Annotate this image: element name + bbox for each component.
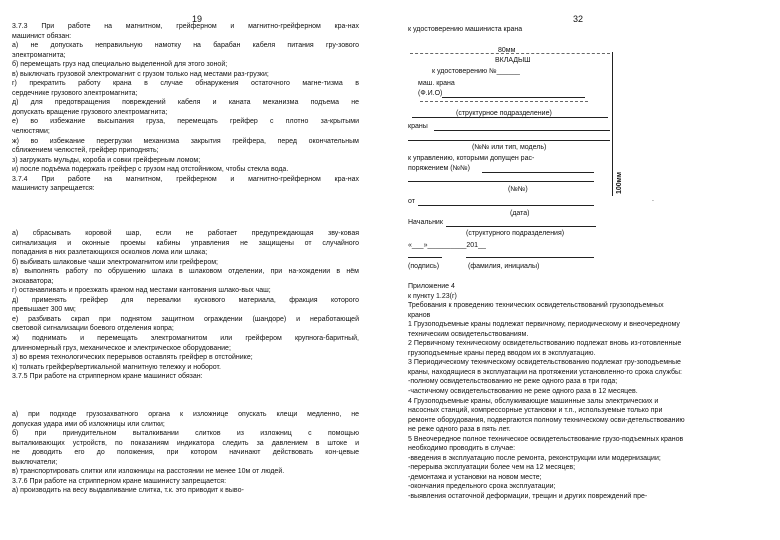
- text-line: г) останавливать и проезжать краном над местами кантования шлако-вых чаш;: [12, 287, 271, 295]
- text-line: к) толкать грейфер/вертикальной магнитную тележку и ноборот.: [12, 363, 221, 371]
- text-line: кранов: [408, 311, 431, 319]
- text-line: сигнализация и оконные проемы кабины управления не защищены от случайного: [12, 239, 359, 247]
- page-number-right: 32: [573, 14, 584, 24]
- insert-title: ВКЛАДЫШ: [495, 57, 531, 64]
- text-line: сближением челюстей, грейфер приподнять;: [12, 147, 159, 155]
- text-line: з) загружать мульды, короба и совки грейферным ломом;: [12, 156, 201, 164]
- text-line: необходимо проводить в случае:: [408, 445, 516, 453]
- crane-rule: [434, 130, 610, 131]
- text-line: ремонте оборудования, подвергаются полному техническому осви-детельствованию: [408, 416, 685, 424]
- text-line: 1 Грузоподъемные краны подлежат первичному, периодическому и внеочередному: [408, 321, 680, 329]
- crane-operator: маш. крана: [418, 80, 455, 87]
- text-line: грузоподъемные краны перед вводом их в эксплуатацию.: [408, 349, 596, 357]
- text-line: -окончания предельного срока эксплуатации;: [408, 483, 556, 491]
- signature-label: (подпись): [408, 263, 440, 270]
- text-line: в) выполнять работу по обрушению шлака в шлаковом отделении, при на-хождении в нём: [12, 268, 359, 276]
- text-line: техническим освидетельствованиям.: [408, 330, 529, 338]
- text-block-1: [12, 22, 359, 194]
- vertical-rule: [612, 52, 613, 196]
- nn-label: (№№): [508, 186, 528, 193]
- text-line: ж) во избежание перегрузки механизма закрытия грейфера, перед окончательным: [12, 137, 359, 145]
- page-number-left: 19: [192, 14, 203, 24]
- text-line: -полному освидетельствованию не реже одного раза в три года;: [408, 378, 618, 386]
- text-line: выключатели;: [12, 458, 58, 466]
- text-line: д) для предотвращения повреждений кабеля и каната механизма подъема не: [12, 99, 359, 107]
- appendix-block: [408, 282, 770, 502]
- text-line: челюстями;: [12, 128, 50, 136]
- header-line: к удостоверению машиниста крана: [408, 26, 523, 33]
- text-line: машинисту запрещается:: [12, 185, 95, 193]
- text-line: 3 Периодическому техническому освидетельствованию подлежат гру-зоподъемные: [408, 359, 681, 367]
- name-rule: [466, 257, 594, 258]
- text-line: в) транспортировать слитки или изложницы на расстоянии не менее 10м от людей.: [12, 468, 285, 476]
- size-80-label: 80мм: [498, 47, 516, 54]
- text-line: не доводить его до положения, при котором начинают действовать кон-цевые: [12, 449, 359, 457]
- text-block-2: [12, 229, 359, 382]
- text-line: машинист обязан:: [12, 32, 72, 40]
- text-line: к пункту 1.23(г): [408, 292, 457, 300]
- from-label: от: [408, 198, 415, 205]
- text-line: а) производить на весу выдавливание слитка, т.к. это приводит к выво-: [12, 487, 244, 495]
- text-line: допуская удара ими об изложницы или слитки;: [12, 420, 165, 428]
- text-line: попадания в них разлетающихся осколков лома или шлака;: [12, 249, 208, 257]
- text-line: 3.7.6 При работе на стрипперном кране машинисту запрещается:: [12, 477, 227, 485]
- text-line: 2 Первичному техническому освидетельствованию подлежат вновь из-готовленные: [408, 340, 682, 348]
- from-rule: [418, 205, 594, 206]
- text-line: -частичному освидетельствованию не реже одного раза в 12 месяцев.: [408, 388, 638, 396]
- text-line: б) при принудительном выталкивании слитков из изложниц с помощью: [12, 430, 359, 438]
- text-line: а) сбрасывать коровой шар, если не работает предупреждающая зву-ковая: [12, 230, 359, 237]
- structural-unit: (структурное подразделение): [456, 110, 552, 117]
- text-line: 3.7.3 При работе на магнитном, грейферном и магнитно-грейферном кра-нах: [12, 23, 359, 30]
- text-line: -перерыва эксплуатации более чем на 12 месяцев;: [408, 464, 576, 472]
- text-line: е) во избежание высыпания груза, перемещать грейфер с плотно за-крытыми: [12, 118, 359, 126]
- text-line: не реже одного раза в пять лет.: [408, 426, 511, 434]
- text-line: 5 Внеочередное полное техническое освидетельствование грузо-подъемных кранов: [408, 435, 684, 443]
- text-line: а) при подходе грузозахватного органа к изложнице опускать клещи медленно, не: [12, 411, 359, 418]
- text-line: и) после подъёма подержать грейфер с грузом над отстойником, чтобы стекла вода.: [12, 166, 289, 174]
- type-model: (№№ или тип, модель): [472, 144, 547, 151]
- text-line: д) применять грейфер для перевалки кускового материала, фракция которого: [12, 296, 359, 304]
- control-rule-2: [408, 181, 594, 182]
- text-line: 4 Грузоподъемные краны, обслуживающие машинные залы электрических и: [408, 397, 659, 405]
- text-line: ж) поднимать и перемещать электромагнитом или грейфером крупнога-баритный,: [12, 335, 359, 343]
- unit-rule: [412, 117, 608, 118]
- head-label: Начальник: [408, 219, 443, 226]
- side-size-label: 100мм: [616, 171, 623, 194]
- text-line: краны, находящиеся в эксплуатации на протяжении установленно-го срока службы:: [408, 368, 682, 376]
- text-line: сердечнике грузового электромагнита;: [12, 89, 138, 97]
- text-line: -введения в эксплуатацию после ремонта, реконструкции или модернизации;: [408, 454, 661, 462]
- year-line: «___»__________201__: [408, 242, 486, 249]
- text-line: г) прекратить работу крана в случае обнаружения остаточного магне-тизма в: [12, 80, 359, 88]
- date-label: (дата): [510, 210, 530, 217]
- text-line: б) перемещать груз над специально выделенной для этого зоной;: [12, 61, 228, 69]
- text-line: превышает 300 мм;: [12, 306, 76, 314]
- dashed-rule-2: [420, 101, 588, 102]
- text-line: б) выбивать шлаковые чаши электромагнитом или грейфером;: [12, 258, 218, 266]
- control-line-1: к управлению, которыми допущен рас-: [408, 155, 535, 162]
- text-line: а) не допускать неправильную намотку на барабан кабеля питания гру-зового: [12, 42, 359, 50]
- control-rule: [482, 172, 594, 173]
- text-line: в) выключать грузовой электромагнит с грузом только над местами раз-грузки;: [12, 70, 269, 78]
- crane-label: краны: [408, 123, 428, 130]
- text-line: выталкивающих устройств, по показаниям индикатора следить за давлением в штоке и: [12, 439, 359, 447]
- text-line: допускать вращение грузового электромагнита;: [12, 108, 168, 116]
- text-line: Требования к проведению технических освидетельствований грузоподъемных: [408, 302, 664, 310]
- sign-rule: [408, 257, 442, 258]
- text-block-3: [12, 410, 359, 496]
- right-page: [390, 0, 780, 540]
- dot-mark: .: [652, 196, 654, 203]
- text-line: электромагнита;: [12, 51, 66, 59]
- fio-rule: [442, 97, 585, 98]
- text-line: -демонтажа и установки на новом месте;: [408, 473, 542, 481]
- text-line: световой сигнализации боевого отделения копра;: [12, 325, 174, 333]
- text-line: 3.7.5 При работе на стрипперном кране машинист обязан:: [12, 373, 203, 381]
- to-certificate: к удостоверению №______: [432, 68, 520, 75]
- text-line: насосных станций, компрессорные установки и т.п., используемые только при: [408, 407, 663, 415]
- head-unit: (структурного подразделения): [466, 230, 565, 237]
- text-line: Приложение 4: [408, 283, 455, 290]
- text-line: экскаватора;: [12, 277, 54, 285]
- text-line: 3.7.4 При работе на магнитном, грейферном и магнитно-грейферном кра-нах: [12, 175, 359, 183]
- text-line: длинномерный груз, механическое и электрическое оборудование;: [12, 344, 231, 352]
- text-line: -выявления остаточной деформации, трещин и других повреждений пре-: [408, 493, 648, 501]
- dashed-rule: [410, 53, 610, 54]
- head-rule: [446, 226, 596, 227]
- control-line-2: поряжением (№№): [408, 165, 470, 172]
- text-line: з) во время технологических перерывов оставлять грейфер в отстойнике;: [12, 354, 253, 362]
- crane-rule-2: [408, 140, 610, 141]
- name-label: (фамилия, инициалы): [468, 263, 540, 270]
- text-line: е) разбивать скрап при поднятом защитном ограждении (шандоре) и неработающей: [12, 315, 359, 323]
- fio-label: (Ф.И.О): [418, 90, 443, 97]
